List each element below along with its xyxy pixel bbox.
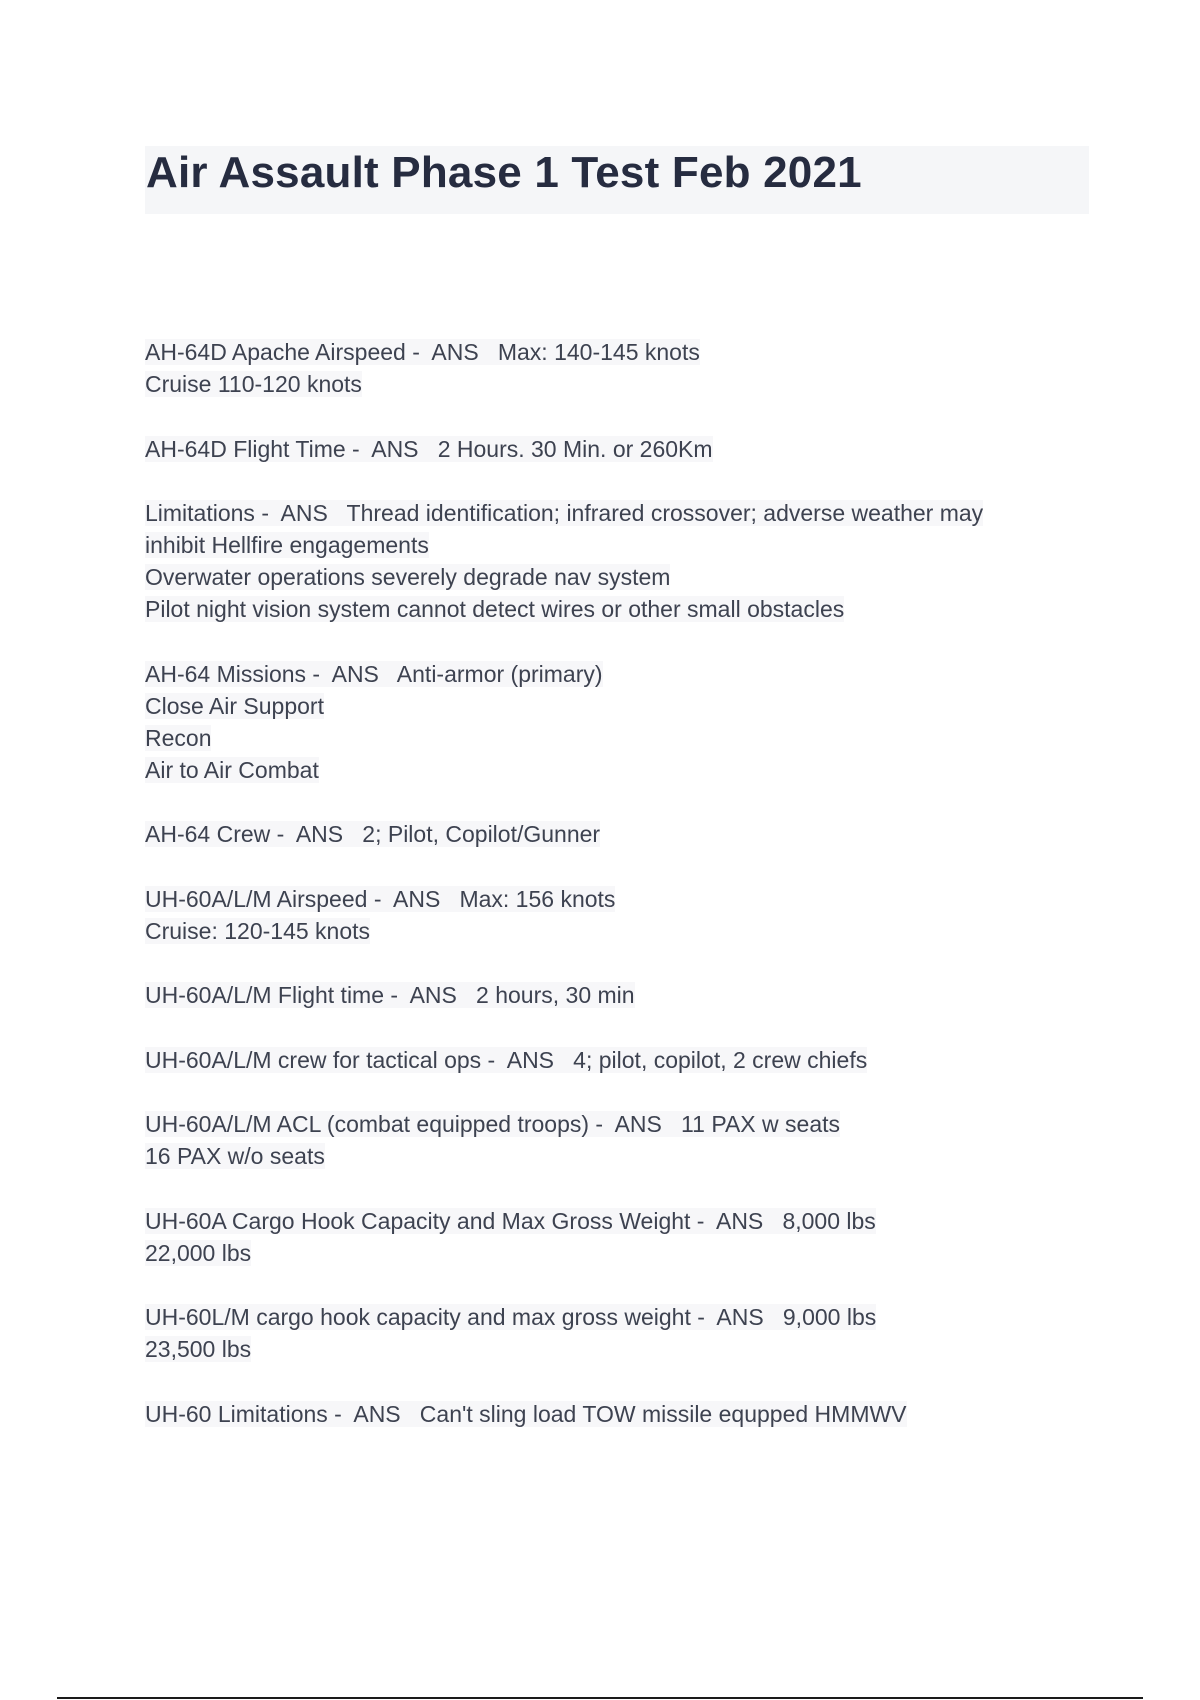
qa-line-text: Overwater operations severely degrade nav system: [145, 564, 671, 590]
qa-line: [145, 1205, 1075, 1237]
qa-line-text: Cruise: 120-145 knots: [145, 917, 371, 944]
qa-line: [145, 883, 1075, 915]
qa-line-text: Cruise 110-120 knots: [145, 371, 362, 397]
qa-line: [145, 722, 1075, 754]
qa-line: [145, 1108, 1075, 1140]
qa-entry: [145, 1398, 1075, 1430]
qa-line-text: AH-64 Crew - ANS 2; Pilot, Copilot/Gunner: [145, 821, 601, 847]
qa-line-text: UH-60A/L/M Flight time - ANS 2 hours, 30 min: [145, 982, 635, 1008]
qa-line: [145, 336, 1075, 368]
qa-line-text: AH-64D Flight Time - ANS 2 Hours. 30 Min. or 260Km: [145, 435, 713, 462]
qa-line: [145, 368, 1075, 400]
qa-line: [145, 658, 1075, 690]
qa-line: [145, 433, 1075, 465]
qa-line: [145, 915, 1075, 947]
qa-line-text: UH-60A/L/M ACL (combat equipped troops) - ANS 11 PAX w seats: [145, 1111, 840, 1137]
qa-entry: [145, 883, 1075, 947]
qa-line-text: UH-60A/L/M crew for tactical ops - ANS 4; pilot, copilot, 2 crew chiefs: [145, 1046, 868, 1073]
qa-line-text: Air to Air Combat: [145, 756, 319, 783]
qa-line-text: UH-60A Cargo Hook Capacity and Max Gross Weight - ANS 8,000 lbs: [145, 1207, 876, 1234]
qa-line: [145, 979, 1075, 1011]
qa-line: [145, 690, 1075, 722]
qa-entry: [145, 433, 1075, 465]
qa-entry: [145, 1301, 1075, 1365]
qa-line: [145, 529, 1075, 561]
qa-line-text: inhibit Hellfire engagements: [145, 532, 429, 558]
qa-entry: [145, 1108, 1075, 1172]
qa-line-text: Recon: [145, 724, 212, 751]
qa-entry: [145, 336, 1075, 400]
qa-line: [145, 593, 1075, 625]
qa-line: [145, 497, 1075, 529]
qa-entry: [145, 497, 1075, 625]
qa-line: [145, 1398, 1075, 1430]
qa-entry: [145, 979, 1075, 1011]
qa-line: [145, 1237, 1075, 1269]
qa-line: [145, 1301, 1075, 1333]
qa-line: [145, 754, 1075, 786]
qa-line: [145, 1140, 1075, 1172]
qa-line-text: Pilot night vision system cannot detect wires or other small obstacles: [145, 596, 845, 622]
qa-line: [145, 1044, 1075, 1076]
qa-line-text: UH-60A/L/M Airspeed - ANS Max: 156 knots: [145, 885, 616, 912]
qa-entry: [145, 658, 1075, 786]
qa-line-text: Close Air Support: [145, 692, 324, 719]
qa-entry: [145, 818, 1075, 850]
qa-line-text: UH-60L/M cargo hook capacity and max gross weight - ANS 9,000 lbs: [145, 1304, 877, 1330]
qa-line-text: 23,500 lbs: [145, 1336, 252, 1362]
qa-line: [145, 561, 1075, 593]
qa-line: [145, 818, 1075, 850]
qa-line-text: 22,000 lbs: [145, 1239, 252, 1266]
footer-divider: [57, 1697, 1143, 1699]
qa-entry: [145, 1044, 1075, 1076]
qa-line: [145, 1333, 1075, 1365]
qa-line-text: Limitations - ANS Thread identification; infrared crossover; adverse weather may: [145, 500, 984, 526]
document-title: Air Assault Phase 1 Test Feb 2021: [146, 148, 862, 197]
qa-line-text: AH-64D Apache Airspeed - ANS Max: 140-145 knots: [145, 339, 700, 365]
qa-list: [145, 336, 1075, 1462]
qa-entry: [145, 1205, 1075, 1269]
qa-line-text: UH-60 Limitations - ANS Can't sling load TOW missile equpped HMMWV: [145, 1400, 907, 1427]
qa-line-text: AH-64 Missions - ANS Anti-armor (primary): [145, 660, 603, 687]
qa-line-text: 16 PAX w/o seats: [145, 1143, 325, 1169]
